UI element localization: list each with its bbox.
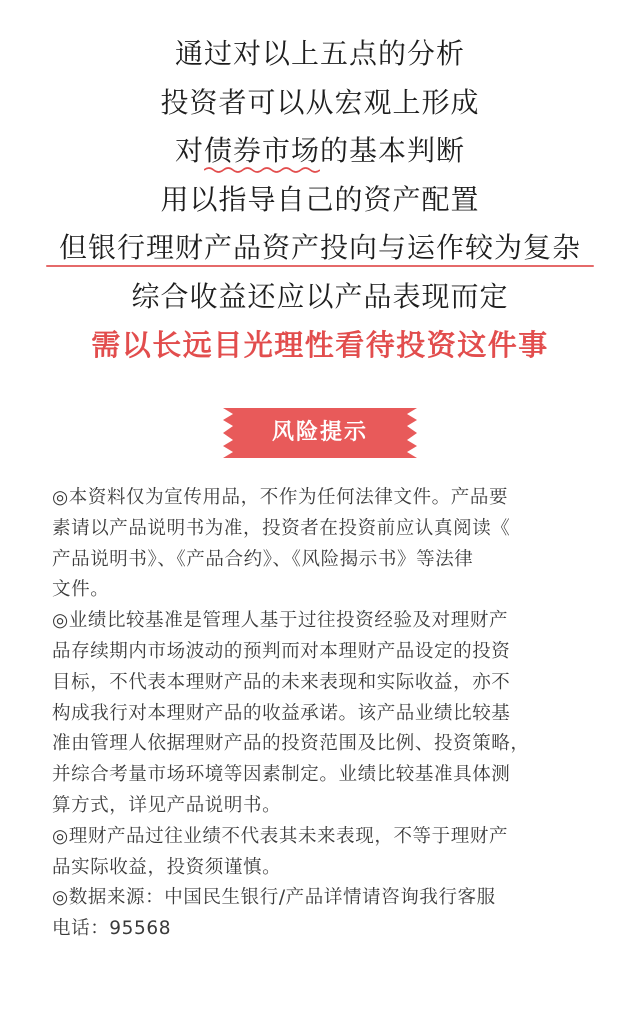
intro-section — [0, 30, 640, 370]
intro-line-3-suffix: 的基本判断 — [320, 134, 466, 167]
intro-line-6: 综合收益还应以产品表现而定 — [131, 279, 509, 313]
disclaimer-row: 品存续期内市场波动的预判而对本理财产品设定的投资 — [52, 640, 511, 662]
disclaimer-row: 并综合考量市场环境等因素制定。业绩比较基准具体测 — [52, 764, 511, 786]
highlight-divider — [46, 265, 594, 267]
bond-market-text: 债券市场 — [203, 134, 320, 167]
intro-line-emphasis: 需以长远目光理性看待投资这件事 — [91, 328, 549, 362]
disclaimer-row: ◎业绩比较基准是管理人基于过往投资经验及对理财产 — [52, 610, 509, 632]
intro-line-2: 投资者可以从宏观上形成 — [160, 85, 480, 119]
disclaimer-row: ◎理财产品过往业绩不代表其未来表现，不等于理财产 — [52, 825, 509, 847]
disclaimer-row: 素请以产品说明书为准，投资者在投资前应认真阅读《 — [52, 517, 511, 539]
disclaimer-row: 品实际收益，投资须谨慎。 — [52, 856, 282, 878]
bond-market-highlight — [204, 127, 320, 176]
disclaimer-row: 产品说明书》、《产品合约》、《风险揭示书》等法律 — [52, 548, 474, 570]
intro-line-3 — [0, 127, 640, 176]
disclaimer-row: 算方式，详见产品说明书。 — [52, 794, 282, 816]
disclaimer-row: 电话：95568 — [52, 918, 172, 940]
disclaimer-row: 文件。 — [52, 579, 110, 601]
risk-title-text: 风险提示 — [271, 420, 368, 445]
risk-title-banner — [223, 408, 417, 458]
intro-line-4: 用以指导自己的资产配置 — [160, 182, 480, 216]
intro-line-1: 通过对以上五点的分析 — [174, 37, 465, 70]
disclaimer-row: 目标，不代表本理财产品的未来表现和实际收益，亦不 — [52, 671, 511, 693]
disclaimer-row: ◎本资料仅为宣传用品，不作为任何法律文件。产品要 — [52, 487, 509, 508]
disclaimer-row: 构成我行对本理财产品的收益承诺。该产品业绩比较基 — [52, 702, 511, 724]
wavy-underline-icon — [204, 166, 320, 174]
intro-line-3-prefix: 对 — [174, 134, 204, 167]
disclaimer-row: 准由管理人依据理财产品的投资范围及比例、投资策略， — [52, 733, 530, 755]
disclaimer-row: ◎数据来源：中国民生银行/产品详情请咨询我行客服 — [52, 887, 496, 909]
intro-line-5: 但银行理财产品资产投向与运作较为复杂 — [58, 231, 581, 264]
disclaimer-text — [52, 483, 592, 945]
